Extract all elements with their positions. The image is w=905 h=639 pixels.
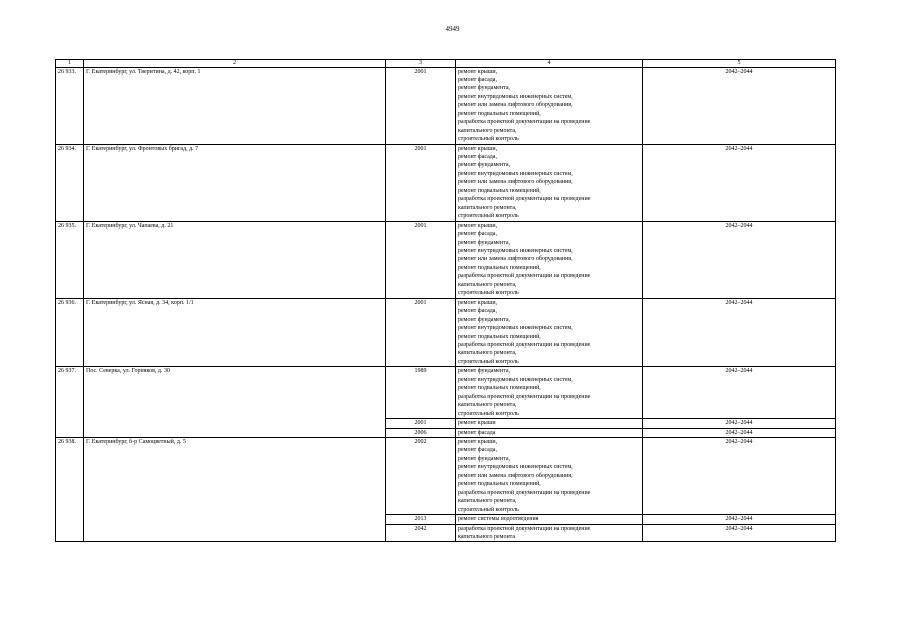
work-item: капитального ремонта, <box>458 204 517 211</box>
work-item: разработка проектной документации на проведение <box>458 119 591 126</box>
header-cell: 5 <box>643 60 836 68</box>
works-cell <box>456 144 643 221</box>
work-item: ремонт подвальных помещений, <box>458 333 541 340</box>
period-cell: 2042–2044 <box>643 67 836 144</box>
works-cell <box>456 437 643 514</box>
work-item: ремонт фасада, <box>458 154 497 161</box>
work-item: капитального ремонта, <box>458 281 517 288</box>
table-row <box>56 298 836 367</box>
year-cell: 2002 <box>386 437 456 514</box>
row-number-cell: 26 935. <box>56 221 84 298</box>
period-cell: 2042–2044 <box>643 221 836 298</box>
address-cell: Г. Екатеринбург, ул. Фронтовых бригад, д. 7 <box>84 144 386 221</box>
work-item: капитального ремонта, <box>458 127 517 134</box>
work-item: ремонт фундамента, <box>458 455 510 462</box>
work-item: ремонт системы водоотведения <box>458 516 539 523</box>
work-item: ремонт крыши <box>458 420 496 427</box>
work-item: ремонт подвальных помещений, <box>458 187 541 194</box>
header-row <box>56 60 836 68</box>
row-number-cell: 26 936. <box>56 298 84 367</box>
work-item: ремонт внутридомовых инженерных систем, <box>458 170 573 177</box>
header-cell: 4 <box>456 60 643 68</box>
work-item: строительный контроль <box>458 410 519 417</box>
work-item: ремонт крыши, <box>458 68 498 75</box>
work-item: ремонт или замена лифтового оборудования, <box>458 102 573 109</box>
year-cell: 2001 <box>386 67 456 144</box>
work-item: капитального ремонта, <box>458 350 517 357</box>
period-cell: 2042–2044 <box>643 515 836 524</box>
work-item: строительный контроль <box>458 136 519 143</box>
works-cell <box>456 419 643 428</box>
work-item: ремонт крыши, <box>458 299 498 306</box>
year-cell: 2006 <box>386 428 456 437</box>
work-item: ремонт или замена лифтового оборудования, <box>458 256 573 263</box>
address-cell: Г. Екатеринбург, ул. Ясная, д. 34, корп. 1/1 <box>84 298 386 367</box>
work-item: строительный контроль <box>458 506 519 513</box>
table-row <box>56 437 836 514</box>
year-cell: 2001 <box>386 144 456 221</box>
page-number: 4949 <box>445 25 460 33</box>
work-item: ремонт внутридомовых инженерных систем, <box>458 376 573 383</box>
work-item: ремонт фундамента, <box>458 368 510 375</box>
work-item: ремонт или замена лифтового оборудования, <box>458 472 573 479</box>
work-item: капитального ремонта, <box>458 402 517 409</box>
works-cell <box>456 524 643 542</box>
work-item: ремонт фасада, <box>458 447 497 454</box>
work-item: ремонт фундамента, <box>458 85 510 92</box>
work-item: строительный контроль <box>458 290 519 297</box>
row-number-cell: 26 938. <box>56 437 84 541</box>
work-item: разработка проектной документации на проведение <box>458 489 591 496</box>
work-item: ремонт фасада, <box>458 231 497 238</box>
capital-repair-table <box>55 59 836 542</box>
work-item: ремонт подвальных помещений, <box>458 385 541 392</box>
table-row <box>56 221 836 298</box>
table-row <box>56 67 836 144</box>
period-cell: 2042–2044 <box>643 367 836 419</box>
period-cell: 2042–2044 <box>643 419 836 428</box>
work-item: ремонт крыши, <box>458 222 498 229</box>
period-cell: 2042–2044 <box>643 437 836 514</box>
work-item: ремонт внутридомовых инженерных систем, <box>458 93 573 100</box>
row-number-cell: 26 937. <box>56 367 84 438</box>
address-cell: Г. Екатеринбург, ул. Тверитина, д. 42, корп. 1 <box>84 67 386 144</box>
work-item: разработка проектной документации на проведение <box>458 196 591 203</box>
work-item: капитального ремонта <box>458 533 516 540</box>
header-cell: 2 <box>84 60 386 68</box>
work-item: ремонт фасада, <box>458 76 497 83</box>
row-number-cell: 26 933. <box>56 67 84 144</box>
works-cell <box>456 367 643 419</box>
table-row <box>56 367 836 419</box>
period-cell: 2042–2044 <box>643 144 836 221</box>
works-cell <box>456 221 643 298</box>
year-cell: 2042 <box>386 524 456 542</box>
work-item: ремонт подвальных помещений, <box>458 264 541 271</box>
year-cell: 1989 <box>386 367 456 419</box>
row-number-cell: 26 934. <box>56 144 84 221</box>
address-cell: Г. Екатеринбург, ул. Чапаева, д. 21 <box>84 221 386 298</box>
work-item: разработка проектной документации на проведение <box>458 273 591 280</box>
work-item: ремонт подвальных помещений, <box>458 110 541 117</box>
works-cell <box>456 428 643 437</box>
work-item: ремонт фундамента, <box>458 239 510 246</box>
work-item: разработка проектной документации на проведение <box>458 393 591 400</box>
work-item: ремонт фундамента, <box>458 162 510 169</box>
year-cell: 2001 <box>386 221 456 298</box>
work-item: строительный контроль <box>458 213 519 220</box>
work-item: ремонт внутридомовых инженерных систем, <box>458 325 573 332</box>
work-item: ремонт внутридомовых инженерных систем, <box>458 248 573 255</box>
work-item: ремонт или замена лифтового оборудования, <box>458 179 573 186</box>
work-item: капитального ремонта, <box>458 498 517 505</box>
year-cell: 2001 <box>386 298 456 367</box>
period-cell: 2042–2044 <box>643 428 836 437</box>
work-item: разработка проектной документации на проведение <box>458 342 591 348</box>
period-cell: 2042–2044 <box>643 298 836 367</box>
table-row <box>56 144 836 221</box>
year-cell: 2001 <box>386 419 456 428</box>
work-item: ремонт подвальных помещений, <box>458 481 541 488</box>
works-cell <box>456 515 643 524</box>
address-cell: Г. Екатеринбург, б-р Самоцветный, д. 5 <box>84 437 386 541</box>
period-cell: 2042–2044 <box>643 524 836 542</box>
address-cell: Пос. Северка, ул. Горняков, д. 30 <box>84 367 386 438</box>
header-cell: 1 <box>56 60 84 68</box>
header-cell: 3 <box>386 60 456 68</box>
works-cell <box>456 67 643 144</box>
work-item: строительный контроль <box>458 358 519 365</box>
work-item: ремонт крыши, <box>458 438 498 445</box>
year-cell: 2013 <box>386 515 456 524</box>
work-item: ремонт фасада <box>458 429 496 436</box>
works-cell <box>456 298 643 367</box>
work-item: ремонт крыши, <box>458 145 498 152</box>
work-item: ремонт внутридомовых инженерных систем, <box>458 464 573 471</box>
work-item: разработка проектной документации на проведение <box>458 525 591 532</box>
table-body <box>56 60 836 542</box>
work-item: ремонт фундамента, <box>458 316 510 323</box>
work-item: ремонт фасада, <box>458 308 497 315</box>
